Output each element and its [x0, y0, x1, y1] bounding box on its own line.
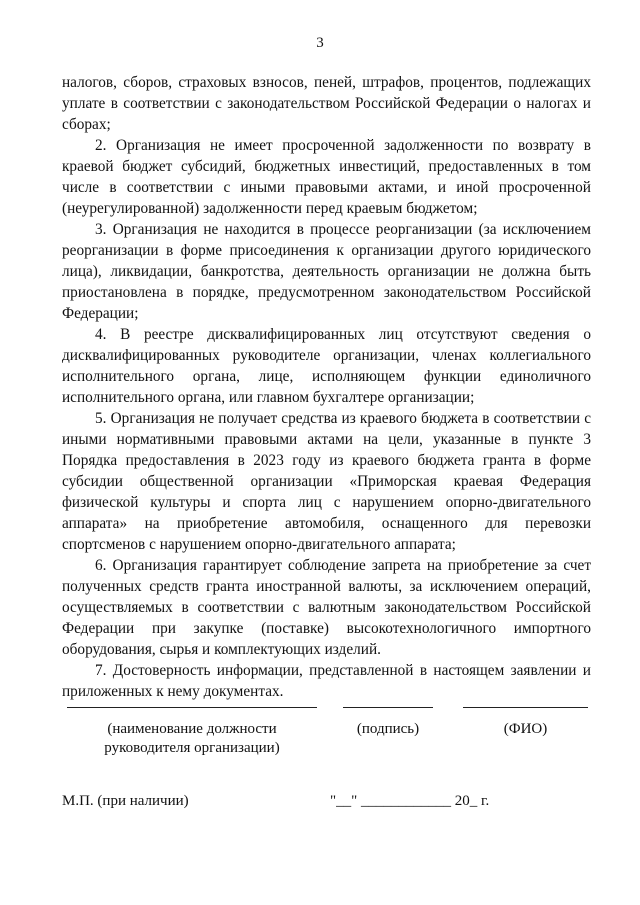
document-body — [62, 72, 591, 702]
name-caption: (ФИО) — [503, 721, 548, 737]
paragraph-item-5: 5. Организация не получает средства из краевого бюджета в соответствии с иными нормативными правовыми актами на цели, указанные в пункте 3 Порядка предоставления в 2023 году из краевого бюджета гранта в форме субсидии общественной организации «Приморская краевая Федерация физической культуры и спорта лиц с нарушением опорно-двигательного аппарата» на приобретение автомобиля, оснащенного для перевозки спортсменов с нарушением опорно-двигательного аппарата; — [62, 410, 591, 553]
stamp-label: М.П. (при наличии) — [62, 793, 189, 809]
signature-line — [343, 707, 433, 708]
position-caption-line1: (наименование должности — [107, 721, 277, 737]
paragraph-item-4: 4. В реестре дисквалифицированных лиц отсутствуют сведения о дисквалифицированных руководителе организации, членах коллегиального исполнительного органа, лице, исполняющем функции единоличного исполнительного органа, или главном бухгалтере организации; — [62, 326, 591, 406]
paragraph-item-7: 7. Достоверность информации, представленной в настоящем заявлении и приложенных к нему документах. — [62, 662, 591, 700]
position-signature-line — [67, 707, 317, 708]
paragraph-continuation: налогов, сборов, страховых взносов, пеней, штрафов, процентов, подлежащих уплате в соответствии с законодательством Российской Федерации о налогах и сборах; — [62, 74, 591, 133]
page-number: 3 — [316, 35, 324, 51]
name-signature-line — [463, 707, 588, 708]
signature-caption: (подпись) — [356, 721, 420, 737]
paragraph-item-6: 6. Организация гарантирует соблюдение запрета на приобретение за счет полученных средств гранта иностранной валюты, за исключением операций, осуществляемых в соответствии с валютным законодательством Российской Федерации при закупке (поставке) высокотехнологичного импортного оборудования, сырья и комплектующих изделий. — [62, 557, 591, 658]
date-field: "__" ____________ 20_ г. — [330, 793, 490, 809]
paragraph-item-3: 3. Организация не находится в процессе реорганизации (за исключением реорганизации в форме присоединения к организации другого юридического лица), ликвидации, банкротства, деятельность организации не должна быть приостановлена в порядке, предусмотренном законодательством Российской Федерации; — [62, 221, 591, 322]
paragraph-item-2: 2. Организация не имеет просроченной задолженности по возврату в краевой бюджет субсидий, бюджетных инвестиций, предоставленных в том числе в соответствии с иными правовыми актами, и иной просроченной (неурегулированной) задолженности перед краевым бюджетом; — [62, 137, 591, 217]
position-caption-line2: руководителя организации) — [104, 740, 280, 756]
position-caption — [67, 720, 317, 758]
